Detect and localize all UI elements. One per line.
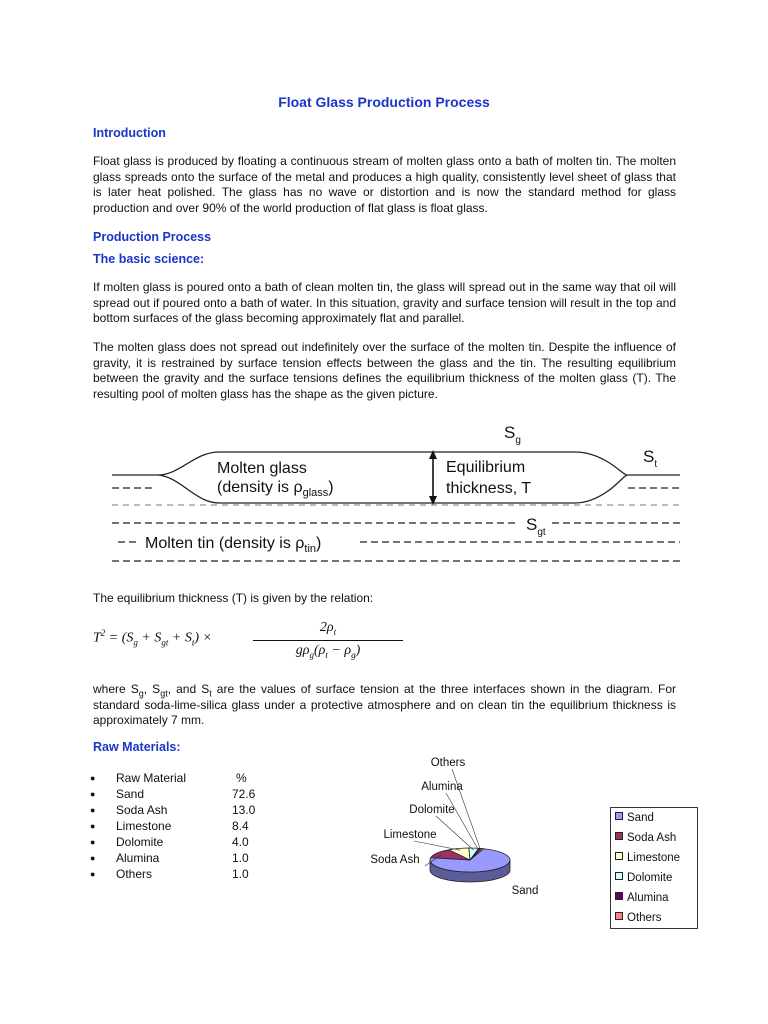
legend-swatch: [615, 852, 623, 860]
label-sg: $S_g$: [504, 423, 521, 446]
equilibrium-label-1: Equilibrium: [446, 459, 526, 476]
intro-paragraph: Float glass is produced by floating a continuous stream of molten glass onto a bath of molten tin. The molten glass spreads onto the surface of the metal and produces a high quality, consistently level sheet of glass that is later heat polished. The glass has no wave or distortion and is now the standard method for glass production and over 90% of the world production of flat glass is float glass.: [93, 154, 676, 215]
legend-swatch: [615, 892, 623, 900]
document-title: Float Glass Production Process: [278, 94, 490, 110]
pie-callout-soda-ash: Soda Ash: [370, 854, 420, 866]
science-paragraph-1: If molten glass is poured onto a bath of clean molten tin, the glass will spread out in the same way that oil will spread out if poured onto a bath of water. In this situation, gravity and surface tension will result in the top and bottom surfaces of the glass becoming approximately flat and parallel.: [93, 280, 676, 325]
equilibrium-diagram: [110, 418, 685, 568]
label-sgt: $S_{gt}$: [526, 515, 546, 538]
pie-callout-sand: Sand: [511, 885, 539, 897]
equilibrium-label-2: thickness, T: [446, 480, 532, 497]
legend-item-soda-ash: Soda Ash: [615, 831, 676, 845]
pie-callout-limestone: Limestone: [383, 829, 437, 841]
legend-item-others: Others: [615, 911, 662, 925]
legend-swatch: [615, 832, 623, 840]
where-paragraph: where $S_g$, $S_{gt}$, and $S_t$ are the values of surface tension at the three interfaces shown in the diagram. For standard soda-lime-silica glass under a protective atmosphere and on clean tin the equilibrium thickness is approximately 7 mm.: [93, 682, 677, 727]
raw-materials-heading: Raw Materials:: [93, 740, 181, 754]
legend-item-limestone: Limestone: [615, 851, 680, 865]
legend-item-dolomite: Dolomite: [615, 871, 672, 885]
legend-swatch: [615, 912, 623, 920]
legend-item-alumina: Alumina: [615, 891, 669, 905]
legend-swatch: [615, 872, 623, 880]
process-heading: Production Process: [93, 230, 212, 244]
science-paragraph-2: The molten glass does not spread out indefinitely over the surface of the molten tin. Despite the influence of gravity, it is restrained by surface tension effects between the glass and the tin. The resulting equilibrium between the gravity and the surface tensions defines the equilibrium thickness of the molten glass (T). The resulting pool of molten glass has the shape as the given picture.: [93, 340, 676, 401]
density-glass-label: (density is $\rho_{glass}$): [217, 479, 334, 499]
pie-legend: [610, 807, 698, 929]
relation-text: The equilibrium thickness (T) is given by the relation:: [93, 591, 374, 605]
pie-callout-others: Others: [430, 757, 466, 769]
molten-glass-label: Molten glass: [217, 460, 307, 477]
molten-tin-label: Molten tin (density is $\rho_{tin}$): [145, 535, 322, 555]
pie-callout-alumina: Alumina: [421, 781, 463, 793]
pie-leader-line: [446, 793, 479, 850]
label-st: $S_t$: [643, 447, 658, 470]
intro-heading: Introduction: [93, 126, 166, 140]
legend-swatch: [615, 812, 623, 820]
document-page: Float Glass Production Process Introduction Float glass is produced by floating a continuous stream of molten glass onto a bath of molten tin. The molten glass spreads onto the surface of the metal and produces a high quality, consistently level sheet of glass that is later heat polished. The glass has no wave or distortion and is now the standard method for glass production and over 90% of the world production of flat glass is float glass. Production Process The basic science: If molten glass is poured onto a bath of clean molten tin, the glass will spread out in the same way that oil will spread out if poured onto a bath of water. In this situation, gravity and surface tension will result in the top and bottom surfaces of the glass becoming approximately flat and parallel. The molten glass does not spread out indefinitely over the surface of the molten tin. Despite the influence of gravity, it is restrained by surface tension effects between the glass and the tin. The resulting equilibrium between the gravity and the surface tensions defines the equilibrium thickness of the molten glass (T). The resulting pool of molten glass has the shape as the given picture. $S_g$ $S_t$ $S_{gt}$ Molten glass (density is $\rho_{glass}$) Equilibrium thickness, T Molten tin (density is $\rho_{tin}$) The equilibrium thickness (T) is given by the relation: $T^2 = (S_g + S_{gt} + S_t)$ × $2\rho_t$ $g\rho_g(\rho_t - \rho_g)$ where $S_g$, $S_{gt}$, and $S_t$ are the values of surface tension at the three interfaces shown in the diagram. For standard soda-lime-silica glass under a protective atmosphere and on clean tin the equilibrium thickness is approximately 7 mm. Raw Materials: ● Raw Material % ● Sand 72.6 ● Soda Ash 13.0 ● Limestone 8.4 ● Dolomite 4.0 ● Alumina 1.0 ● Others 1.0 Others Alumina Dolomite Limestone Soda Ash Sand Sand Soda Ash Limestone Dolomite Alumina Others: [0, 0, 768, 1024]
raw-materials-pie-chart: [360, 750, 540, 900]
pie-leader-line: [414, 841, 460, 850]
pie-callout-dolomite: Dolomite: [409, 804, 455, 816]
science-heading: The basic science:: [93, 252, 205, 266]
pie-leader-line: [436, 816, 473, 850]
legend-item-sand: Sand: [615, 811, 654, 825]
